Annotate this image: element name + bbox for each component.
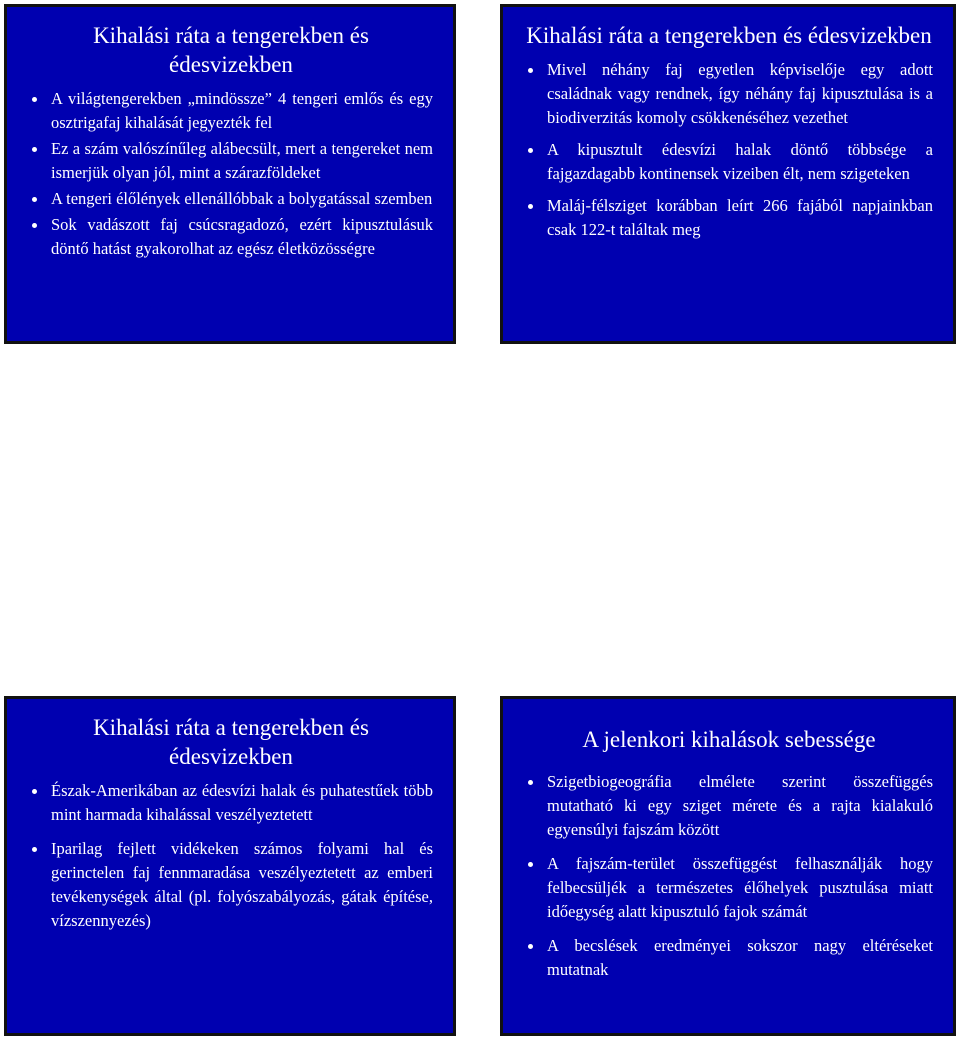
bullet-text: Ez a szám valószínűleg alábecsült, mert a tengereket nem ismerjük olyan jól, mint a szárazföldeket <box>51 139 433 182</box>
slide-title: A jelenkori kihalások sebessége <box>582 727 876 752</box>
bullet-text: A fajszám-terület összefüggést felhasználják hogy felbecsüljék a természetes élőhelyek pusztulása miatt időegység alatt kipusztuló fajok számát <box>547 854 933 921</box>
bullet-dot-icon <box>32 789 37 794</box>
bullet-dot-icon <box>528 204 533 209</box>
slide-4 <box>500 696 956 1036</box>
bullet-dot-icon <box>32 223 37 228</box>
bullet-item <box>29 137 433 185</box>
bullet-text: A tengeri élőlények ellenállóbbak a bolygatással szemben <box>51 189 433 208</box>
bullet-list <box>525 770 933 982</box>
bullet-dot-icon <box>528 68 533 73</box>
bullet-item <box>29 87 433 135</box>
bullet-text: Maláj-félsziget korábban leírt 266 fajából napjainkban csak 122-t találtak meg <box>547 196 933 239</box>
bullet-dot-icon <box>32 97 37 102</box>
bullet-list <box>29 87 433 261</box>
bullet-item <box>29 837 433 933</box>
bullet-item <box>29 213 433 261</box>
bullet-text: Mivel néhány faj egyetlen képviselője egy adott családnak vagy rendnek, így néhány faj kipusztulása is a biodiverzitás komoly csökkenéséhez vezethet <box>547 60 933 127</box>
bullet-dot-icon <box>528 862 533 867</box>
bullet-text: A kipusztult édesvízi halak döntő többsége a fajgazdagabb kontinensek vizeiben élt, nem szigeteken <box>547 140 933 183</box>
bullet-text: Szigetbiogeográfia elmélete szerint összefüggés mutatható ki egy sziget mérete és a rajta kialakuló egyensúlyi fajszám között <box>547 772 933 839</box>
slide-title: Kihalási ráta a tengerekben és édesvizekben <box>526 23 932 48</box>
bullet-text: A világtengerekben „mindössze” 4 tengeri emlős és egy osztrigafaj kihalását jegyezték fel <box>51 89 433 132</box>
bullet-text: Észak-Amerikában az édesvízi halak és puhatestűek több mint harmada kihalással veszélyeztetett <box>51 781 433 824</box>
bullet-text: A becslések eredményei sokszor nagy eltéréseket mutatnak <box>547 936 933 979</box>
bullet-item <box>29 187 433 211</box>
bullet-list <box>29 779 433 933</box>
bullet-item <box>525 138 933 186</box>
slide-title: Kihalási ráta a tengerekben és édesvizekben <box>93 23 369 77</box>
bullet-text: Iparilag fejlett vidékeken számos folyami hal és gerinctelen faj fennmaradása veszélyeztetett az emberi tevékenységek által (pl. folyószabályozás, gátak építése, vízszennyezés) <box>51 839 433 930</box>
bullet-item <box>525 58 933 130</box>
bullet-item <box>525 852 933 924</box>
bullet-dot-icon <box>32 147 37 152</box>
slide-1 <box>4 4 456 344</box>
bullet-item <box>29 779 433 827</box>
slide-title: Kihalási ráta a tengerekben és édesvizekben <box>93 715 369 769</box>
bullet-dot-icon <box>32 847 37 852</box>
bullet-text: Sok vadászott faj csúcsragadozó, ezért kipusztulásuk döntő hatást gyakorolhat az egész életközösségre <box>51 215 433 258</box>
bullet-dot-icon <box>528 148 533 153</box>
bullet-item <box>525 934 933 982</box>
bullet-dot-icon <box>528 944 533 949</box>
slide-2 <box>500 4 956 344</box>
bullet-dot-icon <box>528 780 533 785</box>
bullet-list <box>525 58 933 242</box>
bullet-dot-icon <box>32 197 37 202</box>
bullet-item <box>525 194 933 242</box>
slide-3 <box>4 696 456 1036</box>
bullet-item <box>525 770 933 842</box>
